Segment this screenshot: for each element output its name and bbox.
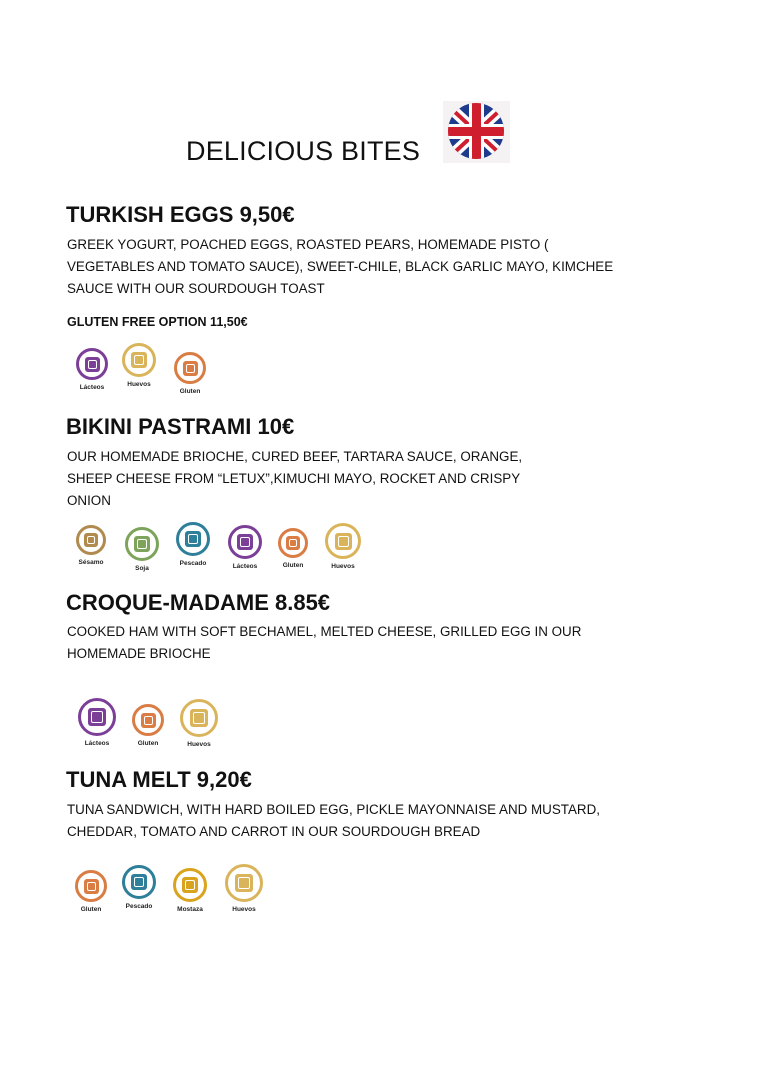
dish-description [67, 446, 522, 512]
dish-description [67, 621, 581, 665]
gluten-free-note: GLUTEN FREE OPTION 11,50€ [67, 315, 248, 329]
allergen-huevos-icon [325, 523, 361, 559]
allergen-lacteos-icon [228, 525, 262, 559]
allergen-pescado-icon [176, 522, 210, 556]
dish-title: TURKISH EGGS 9,50€ [66, 202, 295, 227]
allergen-label: Pescado [125, 903, 153, 910]
allergen-gluten-icon [132, 704, 164, 736]
allergen-label: Pescado [179, 560, 207, 567]
description-line: OUR HOMEMADE BRIOCHE, CURED BEEF, TARTARA SAUCE, ORANGE, [67, 449, 523, 464]
description-line: CHEDDAR, TOMATO AND CARROT IN OUR SOURDOUGH BREAD [67, 824, 481, 839]
allergen-label: Huevos [127, 381, 151, 388]
description-line: SAUCE WITH OUR SOURDOUGH TOAST [67, 281, 325, 296]
allergen-label: Mostaza [177, 906, 203, 913]
allergen-mostaza-icon [173, 868, 207, 902]
allergen-gluten-icon [75, 870, 107, 902]
uk-flag-icon [443, 101, 510, 163]
allergen-label: Gluten [179, 388, 201, 395]
allergen-label: Sésamo [78, 559, 104, 566]
allergen-label: Huevos [187, 741, 211, 748]
allergen-label: Gluten [282, 562, 304, 569]
allergen-huevos-icon [225, 864, 263, 902]
allergen-label: Lácteos [84, 740, 110, 747]
description-line: TUNA SANDWICH, WITH HARD BOILED EGG, PICKLE MAYONNAISE AND MUSTARD, [67, 802, 600, 817]
allergen-label: Soja [135, 565, 149, 572]
dish-title: TUNA MELT 9,20€ [66, 767, 252, 792]
dish-title: BIKINI PASTRAMI 10€ [66, 414, 295, 439]
dish-description [67, 234, 613, 300]
dish-title: CROQUE-MADAME 8.85€ [66, 590, 331, 615]
allergen-label: Gluten [80, 906, 102, 913]
allergen-label: Huevos [232, 906, 256, 913]
allergen-gluten-icon [278, 528, 308, 558]
description-line: GREEK YOGURT, POACHED EGGS, ROASTED PEARS, HOMEMADE PISTO ( [67, 237, 549, 252]
allergen-soja-icon [125, 527, 159, 561]
page-title: DELICIOUS BITES [186, 136, 421, 166]
allergen-label: Lácteos [79, 384, 105, 391]
allergen-lacteos-icon [78, 698, 116, 736]
allergen-label: Huevos [331, 563, 355, 570]
allergen-huevos-icon [122, 343, 156, 377]
description-line: ONION [67, 493, 111, 508]
description-line: SHEEP CHEESE FROM “LETUX”,KIMUCHI MAYO, ROCKET AND CRISPY [67, 471, 521, 486]
allergen-sesamo-icon [76, 525, 106, 555]
description-line: HOMEMADE BRIOCHE [67, 646, 211, 661]
description-line: COOKED HAM WITH SOFT BECHAMEL, MELTED CHEESE, GRILLED EGG IN OUR [67, 624, 582, 639]
allergen-pescado-icon [122, 865, 156, 899]
allergen-lacteos-icon [76, 348, 108, 380]
dish-description [67, 799, 600, 843]
allergen-label: Gluten [137, 740, 159, 747]
allergen-label: Lácteos [232, 563, 258, 570]
description-line: VEGETABLES AND TOMATO SAUCE), SWEET-CHILE, BLACK GARLIC MAYO, KIMCHEE [67, 259, 614, 274]
allergen-gluten-icon [174, 352, 206, 384]
allergen-huevos-icon [180, 699, 218, 737]
